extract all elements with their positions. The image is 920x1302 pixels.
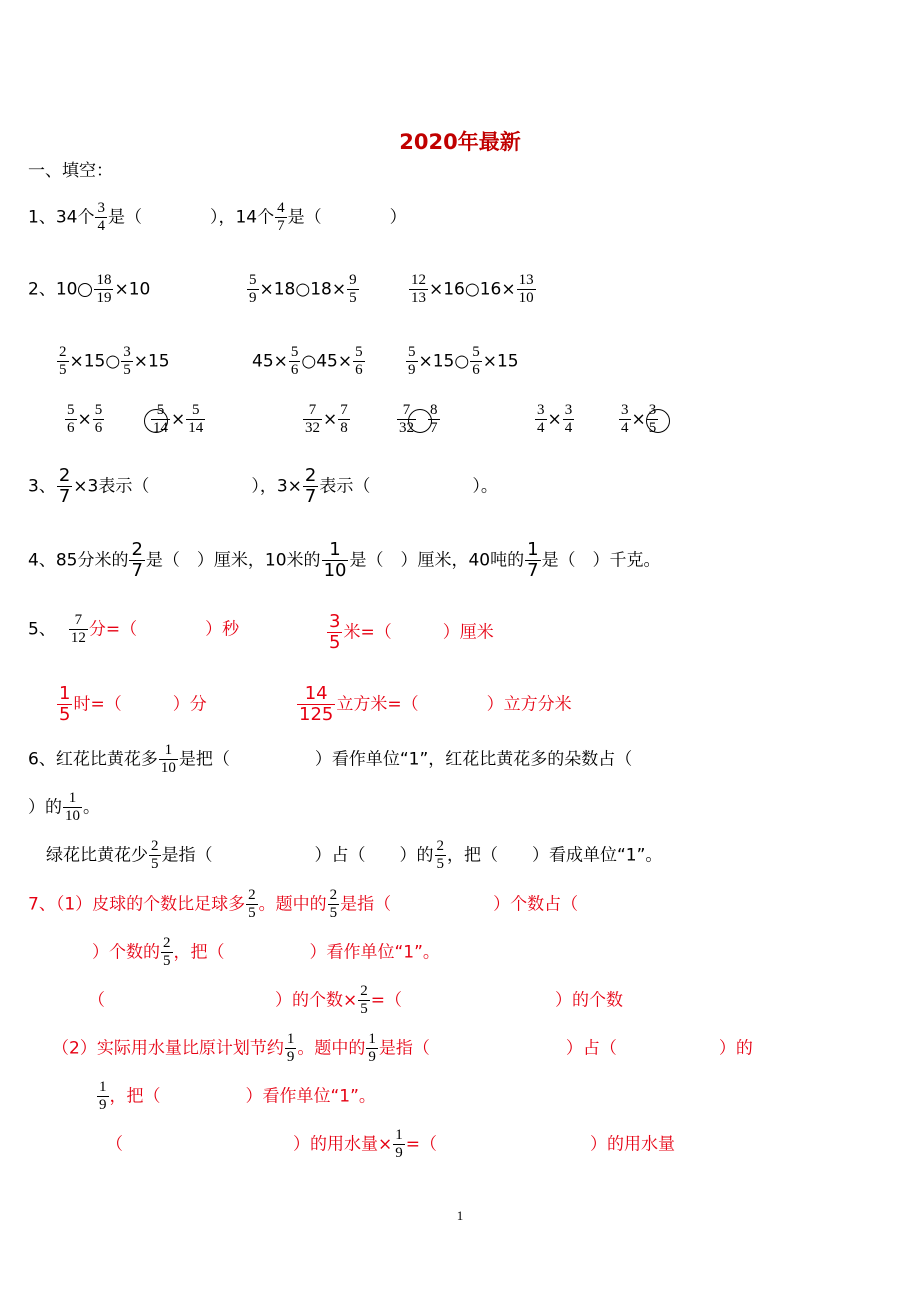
fraction: $\frac{3}{4}$ — [564, 402, 573, 436]
fraction: $\frac{8}{7}$ — [430, 402, 438, 436]
question-7-line-4 — [52, 1031, 753, 1066]
text: 10 — [55, 279, 78, 300]
fraction: $\frac{2}{5}$ — [248, 887, 256, 921]
page-number: 1 — [456, 1208, 464, 1223]
question-7-line-5 — [96, 1079, 376, 1114]
compare-circle[interactable] — [144, 409, 168, 433]
text: （1）皮球的个数比足球多 — [55, 894, 246, 915]
question-6-line-3 — [46, 838, 662, 873]
text: 。题中的 — [258, 894, 327, 915]
text: 时=（ ）分 — [73, 694, 207, 715]
text: ×15○ — [418, 351, 470, 372]
text: 。题中的 — [297, 1038, 366, 1059]
compare-circle[interactable] — [78, 283, 92, 297]
text: 是（ ）千克。 — [541, 550, 661, 571]
question-7-line-6 — [106, 1127, 675, 1162]
fraction: $\frac{5}{6}$ — [290, 344, 299, 378]
text: 分=（ ）秒 — [88, 619, 240, 640]
text: ×15 — [133, 351, 170, 372]
q-number: 3、 — [28, 476, 56, 497]
text: ×16○16× — [429, 279, 516, 300]
fraction: $\frac{1}{9}$ — [286, 1031, 295, 1065]
text: 是指（ ）占（ ）的 — [161, 845, 434, 866]
fraction: $\frac{1}{10}$ — [65, 790, 80, 824]
text: ○45× — [301, 351, 353, 372]
question-2-row-2-b — [252, 344, 366, 379]
fraction: $\frac{1}{9}$ — [99, 1079, 107, 1113]
text: ×15○ — [69, 351, 121, 372]
question-2-row-3-c — [302, 402, 351, 437]
text: （2）实际用水量比原计划节约 — [52, 1038, 284, 1059]
fraction: $\frac{3}{4}$ — [621, 402, 629, 436]
question-5-c — [56, 684, 207, 725]
fraction: $\frac{2}{5}$ — [360, 983, 368, 1017]
q-number: 4、 — [28, 550, 56, 571]
section-heading: 一、填空： — [28, 161, 113, 181]
fraction: $\frac{18}{19}$ — [96, 272, 112, 306]
fraction: $\frac{1}{9}$ — [395, 1127, 403, 1161]
text: 是指（ ）占（ ）的 — [378, 1038, 753, 1059]
text: × — [323, 409, 338, 430]
fraction: $\frac{1}{5}$ — [59, 683, 71, 725]
fraction: $\frac{2}{5}$ — [59, 344, 67, 378]
fraction: $\frac{14}{125}$ — [299, 683, 334, 725]
text: （ ）的个数× — [88, 990, 358, 1011]
text: （ ）的用水量× — [106, 1134, 393, 1155]
question-5-b — [326, 612, 494, 653]
fraction: $\frac{5}{9}$ — [408, 344, 416, 378]
fraction: $\frac{2}{5}$ — [151, 838, 159, 872]
fraction: $\frac{5}{6}$ — [94, 402, 103, 436]
text: 米=（ ）厘米 — [343, 622, 494, 643]
question-3 — [28, 466, 498, 507]
fraction: $\frac{1}{7}$ — [527, 539, 539, 581]
question-5-d — [296, 684, 572, 725]
text: ×15 — [482, 351, 519, 372]
question-6-line-1 — [28, 742, 632, 777]
fraction: $\frac{2}{7}$ — [58, 465, 71, 507]
fraction: $\frac{9}{5}$ — [349, 272, 357, 306]
question-2-row-3-e — [534, 402, 575, 437]
text: 是（ ），14个 — [107, 207, 275, 228]
text: 红花比黄花多 — [55, 749, 158, 770]
question-2-row-2-c — [405, 344, 519, 379]
compare-circle[interactable] — [646, 409, 670, 433]
text: 是（ ） — [287, 207, 407, 228]
fraction: $\frac{2}{7}$ — [131, 539, 143, 581]
q-number: 1、 — [28, 207, 56, 228]
fraction: $\frac{5}{6}$ — [67, 402, 75, 436]
fraction: $\frac{3}{5}$ — [329, 611, 341, 653]
fraction: $\frac{5}{14}$ — [188, 402, 204, 436]
fraction: $\frac{5}{14}$ — [153, 402, 168, 436]
text: 是（ ）厘米，40吨的 — [349, 550, 525, 571]
text: ×18○18× — [259, 279, 347, 300]
text: 。 — [83, 797, 100, 818]
fraction: $\frac{2}{5}$ — [436, 838, 444, 872]
text: 是（ ）厘米，10米的 — [145, 550, 321, 571]
text: ，把（ ）看作单位“1”。 — [109, 1086, 376, 1107]
text: 85分米的 — [55, 550, 129, 571]
fraction: $\frac{5}{6}$ — [472, 344, 480, 378]
q-number: 7、 — [28, 894, 56, 915]
text: ）的 — [28, 797, 62, 818]
text: ，把（ ）看作单位“1”。 — [173, 942, 440, 963]
text: ×3表示（ ），3× — [73, 476, 302, 497]
fraction: $\frac{7}{32}$ — [305, 402, 320, 436]
fraction: $\frac{1}{10}$ — [323, 539, 347, 581]
text: 34个 — [55, 207, 95, 228]
text: 立方米=（ ）立方分米 — [336, 694, 572, 715]
question-4 — [28, 540, 661, 581]
question-2-row-1-b — [246, 272, 360, 307]
text: =（ ）的个数 — [370, 990, 623, 1011]
text: ×10 — [114, 279, 151, 300]
fraction: $\frac{7}{32}$ — [399, 402, 414, 436]
text: × — [77, 409, 92, 430]
fraction: $\frac{3}{5}$ — [123, 344, 131, 378]
fraction: $\frac{12}{13}$ — [411, 272, 426, 306]
fraction: $\frac{2}{5}$ — [329, 887, 338, 921]
fraction: $\frac{1}{9}$ — [368, 1031, 376, 1065]
q-number: 6、 — [28, 749, 56, 770]
question-2-row-1 — [28, 272, 150, 307]
text: 表示（ ）。 — [319, 476, 498, 497]
question-2-row-3-a — [64, 402, 105, 437]
fraction: $\frac{5}{9}$ — [249, 272, 257, 306]
fraction: $\frac{1}{10}$ — [160, 742, 176, 776]
page-title: 2020年最新 — [399, 130, 521, 154]
text: 是把（ ）看作单位“1”，红花比黄花多的朵数占（ — [178, 749, 633, 770]
text: 是指（ ）个数占（ — [340, 894, 579, 915]
text: × — [171, 409, 186, 430]
fraction: $\frac{13}{10}$ — [518, 272, 534, 306]
text: =（ ）的用水量 — [405, 1134, 675, 1155]
question-7-line-2 — [92, 935, 440, 970]
text: 45× — [252, 351, 288, 372]
fraction: $\frac{7}{8}$ — [340, 402, 348, 436]
q-number: 5、 — [28, 619, 56, 640]
question-5-a — [28, 612, 239, 647]
question-2-row-2-a — [56, 344, 170, 379]
question-7-line-3 — [88, 983, 623, 1018]
fraction: $\frac{3}{4}$ — [537, 402, 545, 436]
text: × — [631, 409, 646, 430]
fraction: $\frac{7}{12}$ — [70, 612, 86, 646]
text: ，把（ ）看成单位“1”。 — [447, 845, 663, 866]
fraction: $\frac{4}{7}$ — [277, 200, 285, 234]
question-6-line-2 — [28, 790, 100, 825]
text: 绿花比黄花少 — [46, 845, 148, 866]
fraction: $\frac{3}{5}$ — [648, 402, 657, 436]
fraction: $\frac{2}{7}$ — [304, 465, 317, 507]
question-7-line-1 — [28, 887, 578, 922]
text: × — [547, 409, 562, 430]
question-1 — [28, 200, 407, 235]
fraction: $\frac{5}{6}$ — [355, 344, 363, 378]
text: ）个数的 — [92, 942, 160, 963]
fraction: $\frac{2}{5}$ — [163, 935, 171, 969]
compare-circle[interactable] — [408, 409, 432, 433]
q-number: 2、 — [28, 279, 56, 300]
question-2-row-1-c — [408, 272, 537, 307]
fraction: $\frac{3}{4}$ — [97, 200, 105, 234]
